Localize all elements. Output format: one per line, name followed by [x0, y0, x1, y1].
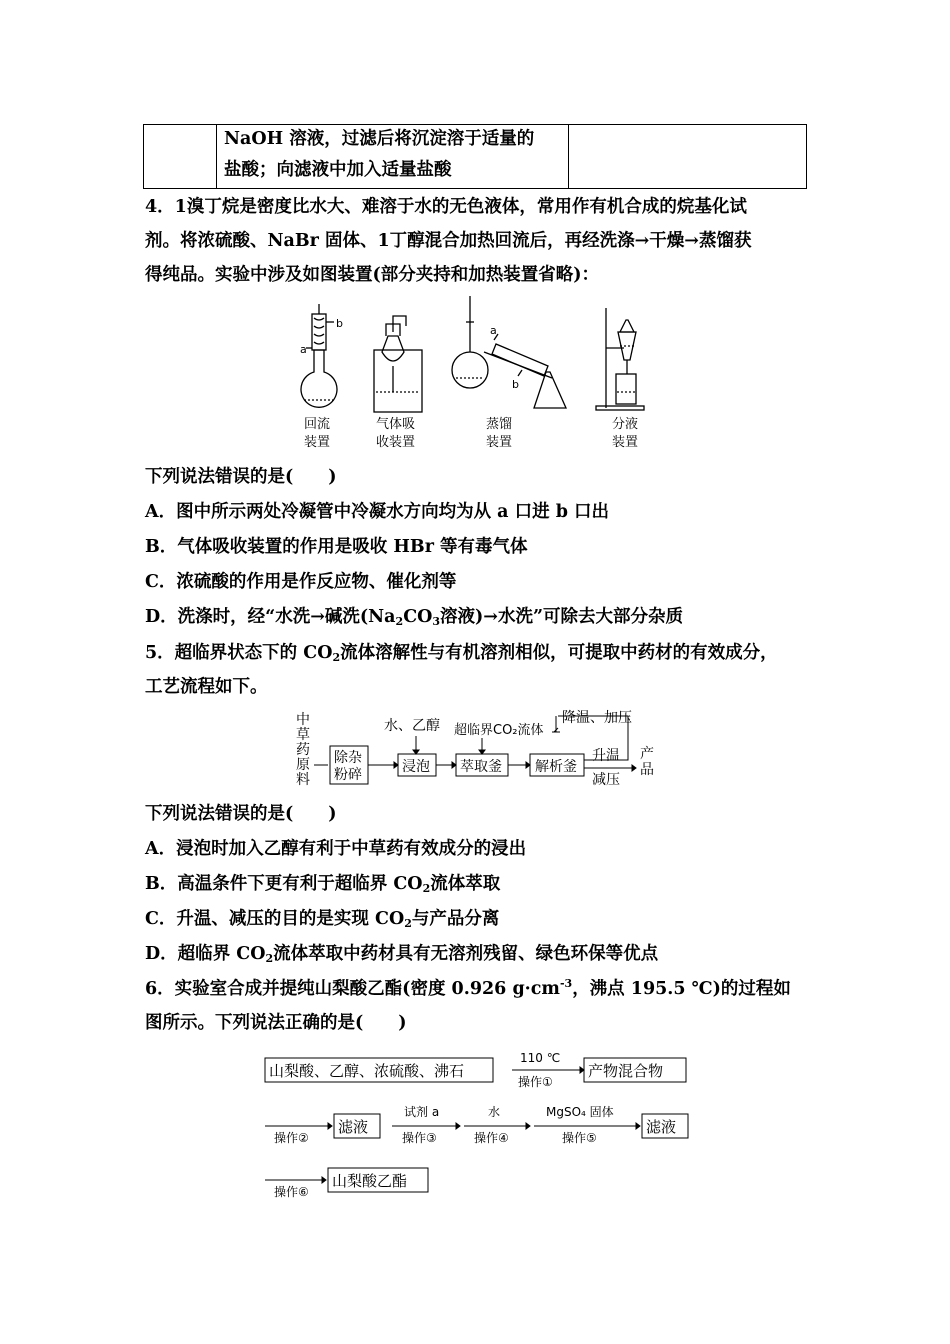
- reflux-caption-1: 回流: [304, 417, 331, 432]
- q5-line-1: 5．超临界状态下的 $CO_2$流体溶解性与有机溶剂相似，可提取中药材的有效成分，: [145, 643, 778, 664]
- svg-text:操作②: 操作②: [274, 1131, 309, 1145]
- q4-option-d: D．洗涤时，经“水洗→碱洗($Na_2CO_3$溶液)→水洗”可除去大部分杂质: [145, 607, 684, 628]
- separatory-apparatus: [596, 308, 644, 410]
- distill-label-b: b: [512, 378, 519, 391]
- svg-text:除杂: 除杂: [334, 750, 362, 766]
- q4-stem: 下列说法错误的是( ): [145, 467, 337, 487]
- q6-line-2: 图所示。下列说法正确的是( ): [145, 1013, 407, 1033]
- q5-option-b: B．高温条件下更有利于超临界 $CO_2$流体萃取: [145, 874, 501, 895]
- svg-text:操作①: 操作①: [518, 1075, 553, 1089]
- q5-stem: 下列说法错误的是( ): [145, 804, 337, 824]
- distill-label-a: a: [490, 324, 497, 337]
- q4-line-3: 得纯品。实验中涉及如图装置(部分夹持和加热装置省略)：: [145, 265, 600, 285]
- svg-text:产物混合物: 产物混合物: [588, 1062, 664, 1080]
- q4-option-a: A．图中所示两处冷凝管中冷凝水方向均为从 a 口进 b 口出: [145, 502, 610, 522]
- svg-text:原: 原: [296, 757, 310, 773]
- q5-option-a: A．浸泡时加入乙醇有利于中草药有效成分的浸出: [145, 839, 527, 859]
- svg-text:山梨酸乙酯: 山梨酸乙酯: [332, 1172, 408, 1190]
- table-cell-line-2: 盐酸；向滤液中加入适量盐酸: [224, 160, 452, 180]
- svg-text:浸泡: 浸泡: [402, 759, 430, 775]
- svg-text:山梨酸、乙醇、浓硫酸、沸石: 山梨酸、乙醇、浓硫酸、沸石: [269, 1062, 465, 1080]
- svg-text:中: 中: [296, 712, 310, 728]
- table-cell-line-1: NaOH 溶液，过滤后将沉淀溶于适量的: [224, 129, 535, 149]
- svg-text:水: 水: [488, 1105, 501, 1119]
- q4-line-2: 剂。将浓硫酸、NaBr 固体、1丁醇混合加热回流后，再经洗涤→干燥→蒸馏获: [145, 231, 752, 251]
- svg-text:升温: 升温: [592, 748, 620, 764]
- svg-text:操作③: 操作③: [402, 1131, 437, 1145]
- q4-line-1: 4．1溴丁烷是密度比水大、难溶于水的无色液体，常用作有机合成的烷基化试: [145, 197, 747, 217]
- separatory-caption-1: 分液: [612, 417, 639, 432]
- reflux-label-b: b: [336, 317, 343, 330]
- svg-text:滤液: 滤液: [338, 1118, 369, 1136]
- table-fragment: [143, 124, 807, 189]
- distill-caption-1: 蒸馏: [486, 417, 513, 432]
- q5-option-c: C．升温、减压的目的是实现 $CO_2$与产品分离: [145, 909, 500, 930]
- q6-line-1: 6．实验室合成并提纯山梨酸乙酯(密度 0.926 $g\cdot cm^{-3}$，沸点 195.5 ℃)的过程如: [145, 977, 791, 999]
- reflux-label-a: a: [300, 343, 307, 356]
- apparatus-figure: [290, 292, 650, 454]
- table-divider-1: [216, 125, 217, 188]
- svg-text:粉碎: 粉碎: [334, 767, 362, 783]
- svg-text:110 ℃: 110 ℃: [520, 1051, 561, 1065]
- svg-text:品: 品: [640, 762, 654, 778]
- gas-absorption-apparatus: [374, 316, 422, 412]
- svg-text:操作④: 操作④: [474, 1131, 509, 1145]
- svg-text:操作⑥: 操作⑥: [274, 1185, 309, 1199]
- gas-caption-2: 收装置: [376, 435, 416, 450]
- svg-text:解析釜: 解析釜: [535, 759, 577, 775]
- table-divider-2: [568, 125, 569, 188]
- svg-text:料: 料: [296, 772, 310, 788]
- svg-text:MgSO₄ 固体: MgSO₄ 固体: [546, 1105, 614, 1119]
- svg-text:水、乙醇: 水、乙醇: [384, 718, 440, 734]
- svg-text:减压: 减压: [592, 772, 620, 788]
- q5-line-2: 工艺流程如下。: [145, 677, 268, 697]
- svg-text:试剂 a: 试剂 a: [404, 1105, 440, 1119]
- svg-text:药: 药: [296, 742, 310, 758]
- svg-text:降温、加压: 降温、加压: [562, 710, 632, 726]
- svg-text:草: 草: [296, 727, 310, 743]
- q5-option-d: D．超临界 $CO_2$流体萃取中药材具有无溶剂残留、绿色环保等优点: [145, 944, 659, 965]
- reflux-apparatus: [300, 304, 343, 407]
- q5-process-flow: [292, 708, 662, 792]
- svg-text:超临界CO₂流体: 超临界CO₂流体: [454, 723, 544, 738]
- gas-caption-1: 气体吸: [376, 417, 416, 432]
- q4-option-c: C．浓硫酸的作用是作反应物、催化剂等: [145, 572, 457, 592]
- distill-caption-2: 装置: [486, 435, 513, 450]
- q6-process-flow: [262, 1046, 702, 1206]
- svg-text:萃取釜: 萃取釜: [460, 759, 502, 775]
- separatory-caption-2: 装置: [612, 435, 639, 450]
- svg-text:产: 产: [640, 746, 654, 762]
- svg-text:操作⑤: 操作⑤: [562, 1131, 597, 1145]
- reflux-caption-2: 装置: [304, 435, 331, 450]
- distillation-apparatus: [452, 296, 566, 408]
- svg-text:滤液: 滤液: [646, 1118, 677, 1136]
- q4-option-b: B．气体吸收装置的作用是吸收 HBr 等有毒气体: [145, 537, 528, 557]
